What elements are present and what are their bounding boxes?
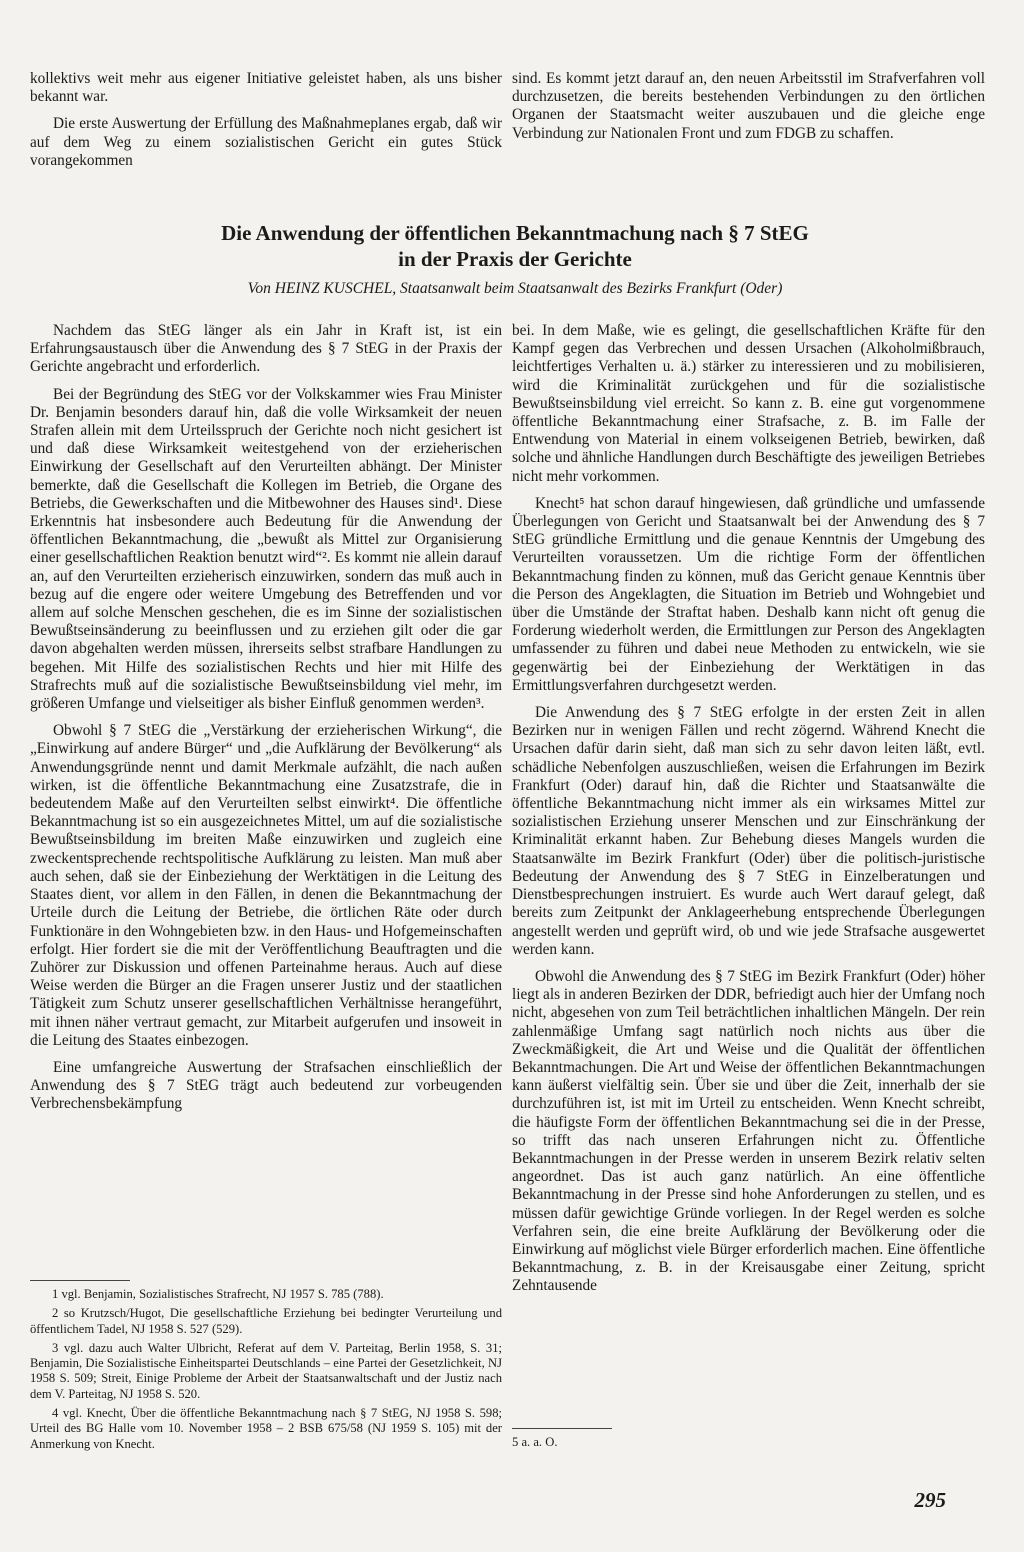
paragraph: bei. In dem Maße, wie es gelingt, die gesellschaftlichen Kräfte für den Kampf gegen das Verbrechen und dessen Ursachen (Alkoholmißbrauch, leichtfertiges Verhalten u. ä.) stärker zu interessieren und zu mobilisieren, wird die Kriminalität zurückgehen und für die sozialistische Bewußtseinsbildung viel erreicht. So kann z. B. eine gut vorgenommene öffentliche Bekanntmachung einer Strafsache, z. B. im Falle der Entwendung von Material in einem volkseigenen Betrieb, bewirken, daß solche und ähnliche Handlungen durch Beschäftigte des jeweiligen Betriebes nicht mehr vorkommen. [512, 322, 985, 485]
title-line-1: Die Anwendung der öffentlichen Bekanntmachung nach § 7 StEG [221, 221, 809, 245]
title-line-2: in der Praxis der Gerichte [398, 247, 632, 271]
footnote-divider [30, 1280, 130, 1281]
paragraph: Die Anwendung des § 7 StEG erfolgte in der ersten Zeit in allen Bezirken nur in wenigen Fällen und recht zögernd. Während Knecht die Ursachen dafür darin sieht, daß man sich zu sehr davon leiten läßt, evtl. schädliche Nebenfolgen auszuschließen, weisen die Erfahrungen im Bezirk Frankfurt (Oder) darauf hin, daß die Richter und Staatsanwälte die öffentliche Bekanntmachung nicht immer als ein wirksames Mittel zur sozialistischen Erziehung unserer Menschen und zur Einschränkung der Kriminalität erkannt haben. Zur Behebung dieses Mangels wurden die Staatsanwälte im Bezirk Frankfurt (Oder) über die politisch-juristische Bedeutung der Anwendung des § 7 StEG in Einzelberatungen und Dienstbesprechungen instruiert. Es wurde auch Wert darauf gelegt, daß bereits zum Zeitpunkt der Anklageerhebung entsprechende Überlegungen angestellt werden und geprüft wird, ob und wie jede Strafsache ausgewertet werden kann. [512, 704, 985, 958]
footnote: 2 so Krutzsch/Hugot, Die gesellschaftliche Erziehung bei bedingter Verurteilung und öffentlichem Tadel, NJ 1958 S. 527 (529). [30, 1306, 502, 1336]
footnote: 3 vgl. dazu auch Walter Ulbricht, Referat auf dem V. Parteitag, Berlin 1958, S. 31; Benjamin, Die Sozialistische Einheitspartei Deutschlands – eine Partei der Gesetzlichkeit, NJ 1958 S. 509; Streit, Einige Probleme der Arbeit der Staatsanwaltschaft und der Justiz nach dem V. Parteitag, NJ 1958 S. 520. [30, 1340, 502, 1401]
paragraph: Eine umfangreiche Auswertung der Strafsachen einschließlich der Anwendung des § 7 StEG trägt auch bedeutend zur vorbeugenden Verbrechensbekämpfung [30, 1058, 502, 1113]
footnote: 4 vgl. Knecht, Über die öffentliche Bekanntmachung nach § 7 StEG, NJ 1958 S. 598; Urteil des BG Halle vom 10. November 1958 – 2 BSB 675/58 (NJ 1959 S. 105) mit der Anmerkung von Knecht. [30, 1406, 502, 1451]
top-left-column [30, 70, 502, 179]
paragraph: Die erste Auswertung der Erfüllung des Maßnahmeplanes ergab, daß wir auf dem Weg zu einem sozialistischen Gericht ein gutes Stück vorangekommen [30, 115, 502, 169]
article-title [110, 220, 920, 272]
paragraph: Nachdem das StEG länger als ein Jahr in Kraft ist, ist ein Erfahrungsaustausch über die Anwendung des § 7 StEG in der Praxis der Gerichte angebracht und erforderlich. [30, 322, 502, 376]
paragraph: Bei der Begründung des StEG vor der Volkskammer wies Frau Minister Dr. Benjamin besonders darauf hin, daß die volle Wirksamkeit der neuen Strafen allein mit dem Urteilsspruch der Gerichte noch nicht gesichert ist und daß diese Wirksamkeit weitestgehend von der erzieherischen Einwirkung der Gesellschaft auf den Verurteilten abhängt. Der Minister bemerkte, daß die Gesellschaft die Kollegen im Betrieb, die Organe des Betriebs, die Gewerkschaften und die Mitbewohner des Hauses sind¹. Diese Erkenntnis hat insbesondere auch Bedeutung für die Anwendung der öffentlichen Bekanntmachung, die „bewußt als Mittel zur Organisierung einer gesellschaftlichen Reaktion benutzt wird“². Es kommt nie allein darauf an, auf den Verurteilten erzieherisch einzuwirken, sondern das muß auch in bezug auf die engere oder weitere Umgebung des Betreffenden und vor allem auf solche Menschen geschehen, die es im Sinne der sozialistischen Bewußtseinsänderung zu beeinflussen und zu erziehen gilt oder die gar davon abgehalten werden müssen, ihrerseits selbst strafbare Handlungen zu begehen. Mit Hilfe des sozialistischen Rechts und hier mit Hilfe des Strafrechts muß auf die sozialistische Bewußtseinsbildung viel mehr, im größeren Umfange und vielseitiger als bisher Einfluß genommen werden³. [30, 385, 502, 713]
footnote-divider [512, 1428, 612, 1429]
paragraph: Knecht⁵ hat schon darauf hingewiesen, daß gründliche und umfassende Überlegungen von Gericht und Staatsanwalt bei der Anwendung des § 7 StEG gründliche Ermittlung und die genaue Kenntnis der Umgebung des Verurteilten voraussetzen. Um die richtige Form der öffentlichen Bekanntmachung finden zu können, muß das Gericht genaue Kenntnis über die Person des Angeklagten, die Situation im Betrieb und Wohngebiet und über die Umstände der Straftat haben. Deshalb kann nicht oft genug die Forderung wiederholt werden, die Ermittlungen zur Person des Angeklagten umfassender zu führen und dabei neue Methoden zu entwickeln, wie sie gegenwärtig bei der Einbeziehung der Werktätigen in das Ermittlungsverfahren durchgesetzt werden. [512, 494, 985, 694]
left-column [30, 322, 502, 1123]
paragraph: sind. Es kommt jetzt darauf an, den neuen Arbeitsstil im Strafverfahren voll durchzusetzen, die bereits bestehenden Verbindungen zu den örtlichen Organen der Staatsmacht weiter auszubauen und die gleiche enge Verbindung zur Nationalen Front und zum FDGB zu schaffen. [512, 70, 985, 142]
right-footnotes [512, 1428, 985, 1450]
paragraph: kollektivs weit mehr aus eigener Initiative geleistet haben, als uns bisher bekannt war. [30, 70, 502, 106]
page-number: 295 [914, 1488, 946, 1512]
footnotes [30, 1280, 502, 1456]
paragraph: Obwohl § 7 StEG die „Verstärkung der erzieherischen Wirkung“, die „Einwirkung auf andere Bürger“ und „die Aufklärung der Bevölkerung“ als Anwendungsgründe nennt und damit Merkmale aufzählt, die nach außen wirken, ist die öffentliche Bekanntmachung eine Zusatzstrafe, die in bedeutendem Maße auf den Verurteilten selbst einwirkt⁴. Die öffentliche Bekanntmachung ist so ein ausgezeichnetes Mittel, um auf die sozialistische Bewußtseinsbildung im breiten Maße einzuwirken und zugleich eine zweckentsprechende rechtspolitische Aufklärung zu leisten. Man muß aber auch sehen, daß sie der Einbeziehung der Werktätigen in die Leitung des Staates dient, vor allem in den Fällen, in denen die Bekanntmachung der Urteile durch die Leitung der Betriebe, die örtlichen Räte oder durch Funktionäre in den Wohngebieten bzw. in den Haus- und Hofgemeinschaften erfolgt. Hier fordert sie die mit der Veröffentlichung Beauftragten und die Zuhörer zur Diskussion und offenen Parteinahme heraus. Auch auf diese Weise werden die Bürger an die Fragen unserer Justiz und der staatlichen Tätigkeit zum Schutz unserer gesellschaftlichen Verhältnisse herangeführt, mit ihnen näher vertraut gemacht, zur Mitarbeit aufgerufen und insoweit in die Leitung des Staates einbezogen. [30, 722, 502, 1049]
paragraph: Obwohl die Anwendung des § 7 StEG im Bezirk Frankfurt (Oder) höher liegt als in anderen Bezirken der DDR, befriedigt auch hier der Umfang noch nicht, abgesehen von zum Teil beträchtlichen inhaltlichen Mängeln. Der rein zahlenmäßige Umfang sagt natürlich noch nichts aus über die Zweckmäßigkeit, die Art und Weise und die Qualität der öffentlichen Bekanntmachungen. Die Art und Weise der öffentlichen Bekanntmachungen kann äußerst vielfältig sein. Über sie und über die Zeit, innerhalb der sie durchzuführen ist, ist mit im Urteil zu entscheiden. Wenn Knecht schreibt, die häufigste Form der öffentlichen Bekanntmachung sei die in der Presse, so trifft das nach unseren Erfahrungen nicht zu. Öffentliche Bekanntmachungen in der Presse werden in unserem Bezirk relativ selten angeordnet. Das ist auch ganz natürlich. An eine öffentliche Bekanntmachung in der Presse sind hohe Anforderungen zu stellen, und es müssen dafür gewichtige Gründe vorliegen. In der Regel werden es solche Verfahren sein, die eine breite Aufklärung der Bevölkerung oder die Einwirkung auf möglichst viele Bürger erforderlich machen. Eine öffentliche Bekanntmachung, z. B. in der Kreisausgabe einer Zeitung, spricht Zehntausende [512, 967, 985, 1295]
top-right-column [512, 70, 985, 152]
footnote: 1 vgl. Benjamin, Sozialistisches Strafrecht, NJ 1957 S. 785 (788). [52, 1287, 384, 1301]
footnote: 5 a. a. O. [512, 1435, 558, 1449]
byline: Von HEINZ KUSCHEL, Staatsanwalt beim Staatsanwalt des Bezirks Frankfurt (Oder) [247, 280, 783, 297]
right-column [512, 322, 985, 1305]
